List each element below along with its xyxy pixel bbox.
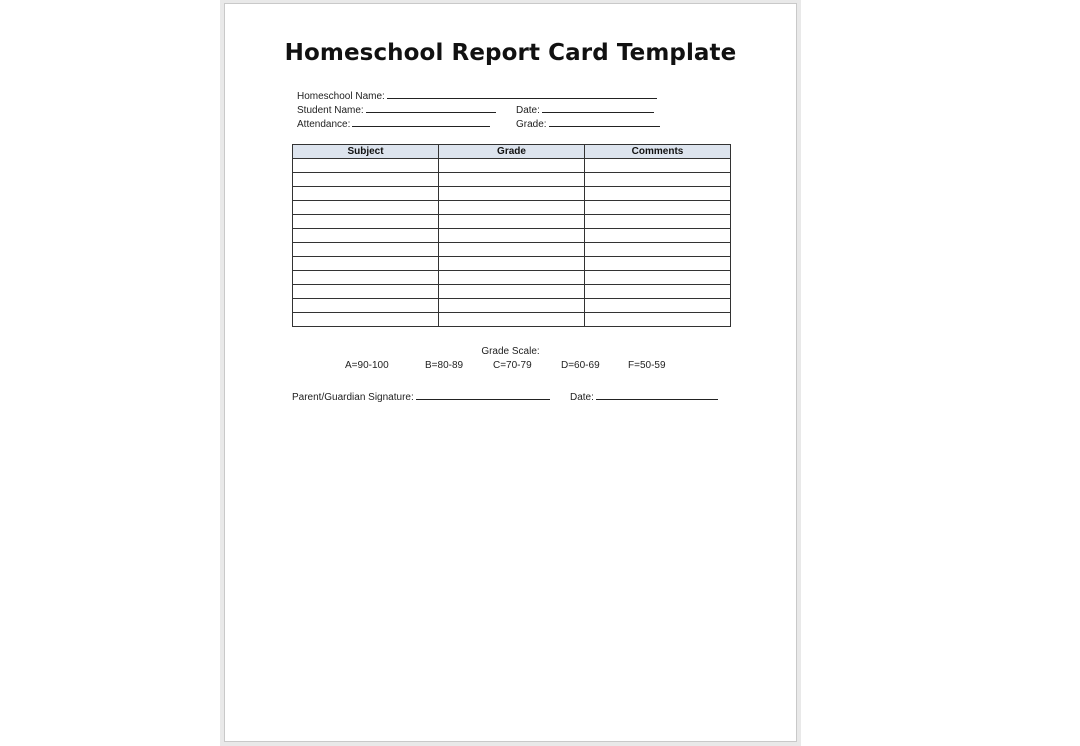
grade-header: Grade [439,145,585,159]
attendance-field [297,117,490,130]
table-cell [585,313,731,327]
grade-blank [549,117,660,127]
table-row [293,173,731,187]
table-cell [439,201,585,215]
parent-signature-blank [416,390,550,400]
table-row [293,271,731,285]
grade-scale-b: B=80-89 [425,360,464,371]
homeschool-name-field [297,89,657,102]
table-cell [585,243,731,257]
comments-header: Comments [585,145,731,159]
report-table [292,144,731,327]
table-row [293,229,731,243]
table-cell [585,229,731,243]
table-cell [293,243,439,257]
table-cell [439,187,585,201]
table-cell [585,285,731,299]
table-cell [439,229,585,243]
page-title: Homeschool Report Card Template [284,40,737,66]
grade-scale-f: F=50-59 [628,360,666,371]
table-cell [585,201,731,215]
table-row [293,159,731,173]
table-cell [293,299,439,313]
date-field [516,103,654,116]
student-name-label: Student Name: [297,105,364,116]
table-cell [439,243,585,257]
table-cell [293,173,439,187]
table-cell [293,271,439,285]
table-cell [585,271,731,285]
table-header-row [293,145,731,159]
table-cell [439,257,585,271]
table-cell [293,215,439,229]
table-cell [439,313,585,327]
table-cell [293,159,439,173]
grade-scale-d: D=60-69 [561,360,600,371]
table-cell [293,313,439,327]
table-row [293,313,731,327]
table-cell [439,173,585,187]
date-blank [542,103,654,113]
subject-header: Subject [293,145,439,159]
parent-signature-field [292,390,550,403]
table-cell [585,159,731,173]
table-cell [439,215,585,229]
table-body [293,159,731,327]
table-cell [293,201,439,215]
table-cell [293,187,439,201]
table-cell [293,229,439,243]
table-cell [585,173,731,187]
table-cell [293,257,439,271]
student-name-field [297,103,496,116]
table-cell [585,187,731,201]
student-name-blank [366,103,496,113]
grade-label: Grade: [516,119,547,130]
table-row [293,201,731,215]
table-row [293,257,731,271]
grade-scale-c: C=70-79 [493,360,532,371]
homeschool-name-label: Homeschool Name: [297,91,385,102]
table-row [293,285,731,299]
table-cell [439,271,585,285]
table-cell [439,285,585,299]
parent-signature-label: Parent/Guardian Signature: [292,392,414,403]
document-page [224,3,797,742]
date-label: Date: [516,105,540,116]
table-row [293,299,731,313]
grade-scale-a: A=90-100 [345,360,389,371]
table-row [293,243,731,257]
table-row [293,187,731,201]
homeschool-name-blank [387,89,657,99]
grade-scale-label: Grade Scale: [481,346,540,357]
table-cell [585,257,731,271]
signature-date-label: Date: [570,392,594,403]
grade-field [516,117,660,130]
signature-date-field [570,390,718,403]
table-row [293,215,731,229]
table-cell [439,159,585,173]
table-cell [293,285,439,299]
attendance-blank [352,117,490,127]
table-cell [585,215,731,229]
attendance-label: Attendance: [297,119,351,130]
signature-date-blank [596,390,718,400]
table-cell [585,299,731,313]
table-cell [439,299,585,313]
